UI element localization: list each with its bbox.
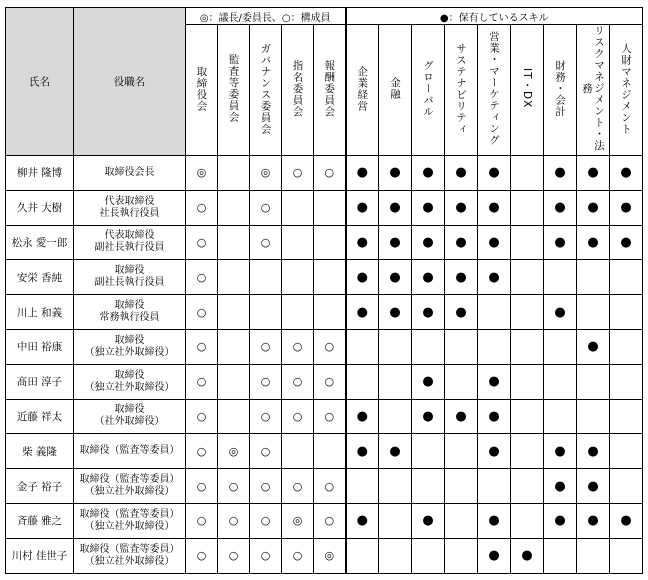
- skills-matrix-table: [5, 7, 643, 574]
- skill-header: [478, 25, 511, 156]
- committee-header-label: 指名委員会: [291, 59, 304, 118]
- skill-mark: ●: [445, 225, 478, 260]
- committee-mark: ○: [186, 538, 218, 573]
- skill-mark: ●: [478, 225, 511, 260]
- committee-mark: ○: [250, 469, 282, 504]
- skill-mark: [511, 225, 544, 260]
- director-role-line: 代表取締役: [104, 195, 155, 207]
- director-name: 松永 愛一郎: [6, 225, 74, 260]
- skill-mark: ●: [577, 503, 610, 538]
- skill-mark: [445, 364, 478, 399]
- skill-mark: ●: [412, 295, 445, 330]
- committee-header-label: 報酬委員会: [323, 59, 336, 118]
- skill-header-label: リスクマネジメント・法務: [581, 25, 605, 152]
- skill-header-label: 金融: [389, 77, 401, 100]
- skill-mark: [610, 434, 643, 469]
- skill-mark: ●: [445, 295, 478, 330]
- director-role: [74, 364, 186, 399]
- director-name: 金子 裕子: [6, 469, 74, 504]
- director-role-line: 取締役: [114, 300, 145, 312]
- skill-mark: ●: [478, 156, 511, 191]
- committee-mark: [282, 260, 314, 295]
- director-role: [74, 329, 186, 364]
- committee-mark: [218, 260, 250, 295]
- skill-mark: ●: [346, 260, 379, 295]
- skill-mark: [379, 364, 412, 399]
- committee-mark: ○: [218, 469, 250, 504]
- director-name: 中田 裕康: [6, 329, 74, 364]
- committee-mark: ○: [186, 295, 218, 330]
- skill-header-label: 財務・会計: [554, 59, 566, 118]
- skill-mark: [478, 295, 511, 330]
- committee-mark: [282, 190, 314, 225]
- director-role-line: 副社長執行役員: [94, 242, 165, 254]
- skill-mark: [346, 538, 379, 573]
- skill-mark: [511, 364, 544, 399]
- skill-mark: [577, 399, 610, 434]
- skill-mark: ●: [412, 190, 445, 225]
- committee-header-label: 監査等委員会: [227, 54, 240, 123]
- committee-mark: ○: [250, 399, 282, 434]
- skill-mark: ●: [544, 434, 577, 469]
- director-name: 川村 佳世子: [6, 538, 74, 573]
- skill-mark: [511, 434, 544, 469]
- skill-mark: ●: [445, 190, 478, 225]
- committee-mark: ○: [186, 469, 218, 504]
- skill-mark: [412, 329, 445, 364]
- committee-mark: [314, 190, 346, 225]
- skill-mark: ●: [445, 260, 478, 295]
- table-row: [6, 503, 643, 538]
- skill-mark: [379, 503, 412, 538]
- skill-mark: ●: [412, 156, 445, 191]
- skill-mark: ●: [379, 295, 412, 330]
- table-row: [6, 538, 643, 573]
- committee-header-label: 取締役会: [195, 65, 208, 112]
- skill-mark: [511, 399, 544, 434]
- director-role-line: （独立社外取締役）: [84, 555, 175, 567]
- skill-mark: [544, 538, 577, 573]
- committee-header: [186, 25, 218, 156]
- skill-mark: ●: [412, 364, 445, 399]
- skill-mark: [511, 503, 544, 538]
- director-name: 柳井 隆博: [6, 156, 74, 191]
- skill-mark: ●: [412, 225, 445, 260]
- skill-mark: ●: [478, 399, 511, 434]
- skill-mark: ●: [610, 190, 643, 225]
- skill-mark: [379, 469, 412, 504]
- committee-mark: [282, 434, 314, 469]
- director-role: [74, 260, 186, 295]
- skill-mark: ●: [478, 538, 511, 573]
- table-row: [6, 434, 643, 469]
- director-role-line: 取締役: [114, 334, 145, 346]
- director-role-line: 取締役: [114, 265, 145, 277]
- director-role: [74, 503, 186, 538]
- skill-mark: ●: [346, 156, 379, 191]
- skill-mark: ●: [478, 364, 511, 399]
- table-row: [6, 225, 643, 260]
- skill-mark: [577, 295, 610, 330]
- skill-mark: [511, 295, 544, 330]
- skill-mark: ●: [577, 329, 610, 364]
- table-row: [6, 260, 643, 295]
- skill-mark: ●: [445, 156, 478, 191]
- skill-mark: ●: [379, 156, 412, 191]
- committee-mark: ○: [186, 329, 218, 364]
- committee-mark: ○: [282, 538, 314, 573]
- director-role: [74, 225, 186, 260]
- skill-mark: ●: [379, 190, 412, 225]
- committee-mark: ○: [250, 503, 282, 538]
- committee-mark: ○: [314, 156, 346, 191]
- director-name: 近藤 祥太: [6, 399, 74, 434]
- committee-mark: ◎: [218, 434, 250, 469]
- committee-mark: ○: [186, 399, 218, 434]
- committee-mark: [314, 260, 346, 295]
- skill-mark: ●: [544, 225, 577, 260]
- skill-mark: [445, 538, 478, 573]
- skill-mark: ●: [610, 225, 643, 260]
- committee-mark: ○: [186, 260, 218, 295]
- committee-mark: [282, 225, 314, 260]
- director-role-line: （社外取締役）: [94, 416, 165, 428]
- skill-mark: ●: [544, 503, 577, 538]
- skill-mark: [445, 329, 478, 364]
- skill-header: [412, 25, 445, 156]
- director-role: [74, 156, 186, 191]
- table-row: [6, 295, 643, 330]
- director-role: [74, 434, 186, 469]
- director-role-line: 取締役: [114, 369, 145, 381]
- skill-header-label: グローバル: [422, 59, 434, 118]
- committee-header: [250, 25, 282, 156]
- skill-mark: [511, 190, 544, 225]
- committee-mark: ◎: [282, 503, 314, 538]
- skill-mark: ●: [478, 260, 511, 295]
- committee-group-header: ◎：議長/委員長、○：構成員: [186, 8, 346, 25]
- director-role-line: 常務執行役員: [99, 312, 160, 324]
- director-role-line: 取締役（監査等委員）: [79, 508, 180, 520]
- director-role: [74, 190, 186, 225]
- skill-mark: ●: [610, 156, 643, 191]
- committee-mark: ○: [314, 329, 346, 364]
- skill-mark: ●: [577, 469, 610, 504]
- skill-mark: [346, 364, 379, 399]
- committee-mark: [218, 399, 250, 434]
- skill-mark: ●: [346, 399, 379, 434]
- skill-mark: ●: [412, 503, 445, 538]
- skill-mark: [544, 329, 577, 364]
- skill-mark: [412, 538, 445, 573]
- committee-mark: ○: [314, 399, 346, 434]
- skill-mark: [511, 260, 544, 295]
- skill-mark: ●: [478, 434, 511, 469]
- skill-mark: ●: [511, 538, 544, 573]
- skill-mark: ●: [544, 469, 577, 504]
- committee-mark: ○: [186, 225, 218, 260]
- committee-mark: ○: [218, 538, 250, 573]
- skill-mark: ●: [610, 503, 643, 538]
- committee-mark: ○: [186, 364, 218, 399]
- committee-mark: [218, 295, 250, 330]
- director-name: 柴 義隆: [6, 434, 74, 469]
- skill-group-header: ●：保有しているスキル: [346, 8, 643, 25]
- director-role-line: 社長執行役員: [99, 207, 160, 219]
- director-role: [74, 538, 186, 573]
- committee-mark: [314, 225, 346, 260]
- committee-mark: ○: [218, 503, 250, 538]
- skill-header-label: サステナビリティ: [455, 42, 467, 135]
- director-name: 安栄 香純: [6, 260, 74, 295]
- director-role-line: 副社長執行役員: [94, 277, 165, 289]
- director-name: 川上 和義: [6, 295, 74, 330]
- director-name: 久井 大樹: [6, 190, 74, 225]
- skill-mark: ●: [379, 434, 412, 469]
- committee-header: [314, 25, 346, 156]
- committee-mark: [250, 260, 282, 295]
- committee-mark: ○: [282, 329, 314, 364]
- committee-mark: ○: [282, 364, 314, 399]
- skill-header: [610, 25, 643, 156]
- committee-mark: ○: [186, 503, 218, 538]
- director-role-line: 取締役（監査等委員）: [79, 543, 180, 555]
- skill-mark: ●: [544, 156, 577, 191]
- director-role-line: 取締役（監査等委員）: [79, 474, 180, 486]
- skill-mark: ●: [346, 295, 379, 330]
- committee-mark: [282, 295, 314, 330]
- table-row: [6, 364, 643, 399]
- skill-header: [544, 25, 577, 156]
- director-role-line: 取締役（監査等委員）: [79, 445, 180, 457]
- skill-mark: [577, 260, 610, 295]
- committee-mark: ○: [282, 469, 314, 504]
- skill-mark: ●: [478, 503, 511, 538]
- committee-header: [282, 25, 314, 156]
- committee-mark: [250, 295, 282, 330]
- committee-mark: ○: [250, 538, 282, 573]
- committee-mark: ○: [186, 190, 218, 225]
- skill-mark: ●: [577, 156, 610, 191]
- committee-mark: ○: [314, 364, 346, 399]
- committee-mark: ○: [250, 329, 282, 364]
- committee-mark: [314, 295, 346, 330]
- skill-mark: [379, 399, 412, 434]
- skill-mark: [610, 295, 643, 330]
- skill-mark: [478, 329, 511, 364]
- skill-mark: ●: [346, 225, 379, 260]
- skill-mark: [346, 469, 379, 504]
- skill-mark: [445, 469, 478, 504]
- skill-mark: ●: [379, 260, 412, 295]
- skill-header-label: 企業経営: [356, 65, 369, 112]
- table-row: [6, 329, 643, 364]
- committee-mark: ○: [250, 225, 282, 260]
- director-role-line: （独立社外取締役）: [84, 346, 175, 358]
- director-role: [74, 469, 186, 504]
- table-row: [6, 399, 643, 434]
- committee-header: [218, 25, 250, 156]
- name-column-header: 氏名: [6, 8, 74, 156]
- committee-mark: ○: [250, 434, 282, 469]
- skill-mark: [379, 329, 412, 364]
- committee-mark: ○: [250, 364, 282, 399]
- director-role: [74, 399, 186, 434]
- skill-mark: [445, 434, 478, 469]
- skill-mark: ●: [478, 190, 511, 225]
- skill-mark: [610, 329, 643, 364]
- skill-mark: ●: [445, 399, 478, 434]
- skill-header: [346, 25, 379, 156]
- committee-mark: ○: [282, 399, 314, 434]
- director-role-line: 取締役会長: [104, 166, 155, 178]
- skill-mark: [379, 538, 412, 573]
- table-row: [6, 190, 643, 225]
- skill-header-label: 営業・マーケティング: [488, 31, 500, 146]
- skill-header: [379, 25, 412, 156]
- skill-mark: [610, 364, 643, 399]
- skill-mark: ●: [577, 190, 610, 225]
- director-role-line: 取締役: [114, 404, 145, 416]
- skill-mark: [412, 469, 445, 504]
- skill-header: [445, 25, 478, 156]
- skill-header: [577, 25, 610, 156]
- skill-mark: [544, 399, 577, 434]
- committee-mark: ○: [314, 503, 346, 538]
- director-name: 斉藤 雅之: [6, 503, 74, 538]
- skill-header-label: IT・DX: [521, 68, 533, 109]
- role-column-header: 役職名: [74, 8, 186, 156]
- skill-mark: [577, 364, 610, 399]
- director-role-line: 代表取締役: [104, 230, 155, 242]
- skill-mark: [445, 503, 478, 538]
- committee-mark: [218, 364, 250, 399]
- skill-mark: [610, 538, 643, 573]
- skill-mark: ●: [346, 190, 379, 225]
- matrix-body: [6, 156, 643, 574]
- skill-mark: [478, 469, 511, 504]
- skill-mark: ●: [544, 190, 577, 225]
- committee-mark: ○: [314, 469, 346, 504]
- skill-mark: ●: [544, 295, 577, 330]
- director-role-line: （独立社外取締役）: [84, 381, 175, 393]
- skill-mark: ●: [412, 260, 445, 295]
- committee-mark: [218, 225, 250, 260]
- skill-mark: [544, 260, 577, 295]
- director-name: 髙田 淳子: [6, 364, 74, 399]
- skill-mark: ●: [379, 225, 412, 260]
- committee-header-label: ガバナンス委員会: [259, 42, 272, 135]
- committee-mark: ○: [282, 156, 314, 191]
- skill-mark: [511, 329, 544, 364]
- director-role-line: （独立社外取締役）: [84, 486, 175, 498]
- skill-mark: [544, 364, 577, 399]
- skill-mark: ●: [346, 434, 379, 469]
- committee-mark: [314, 434, 346, 469]
- committee-mark: ◎: [250, 156, 282, 191]
- skill-mark: [610, 399, 643, 434]
- skill-mark: ●: [412, 399, 445, 434]
- committee-mark: ○: [186, 434, 218, 469]
- skill-header-label: 人財マネジメント: [620, 42, 632, 135]
- director-role: [74, 295, 186, 330]
- skill-mark: ●: [577, 225, 610, 260]
- director-role-line: （独立社外取締役）: [84, 520, 175, 532]
- skill-mark: [610, 260, 643, 295]
- committee-mark: [218, 190, 250, 225]
- table-row: [6, 156, 643, 191]
- skill-mark: [577, 538, 610, 573]
- committee-mark: ◎: [314, 538, 346, 573]
- skill-mark: [610, 469, 643, 504]
- skill-mark: ●: [346, 503, 379, 538]
- skill-mark: [511, 469, 544, 504]
- skill-header: [511, 25, 544, 156]
- committee-mark: ◎: [186, 156, 218, 191]
- committee-mark: ○: [250, 190, 282, 225]
- skill-mark: [346, 329, 379, 364]
- committee-mark: [218, 156, 250, 191]
- table-row: [6, 469, 643, 504]
- skill-mark: [412, 434, 445, 469]
- committee-mark: [218, 329, 250, 364]
- skill-mark: ●: [577, 434, 610, 469]
- skill-mark: [511, 156, 544, 191]
